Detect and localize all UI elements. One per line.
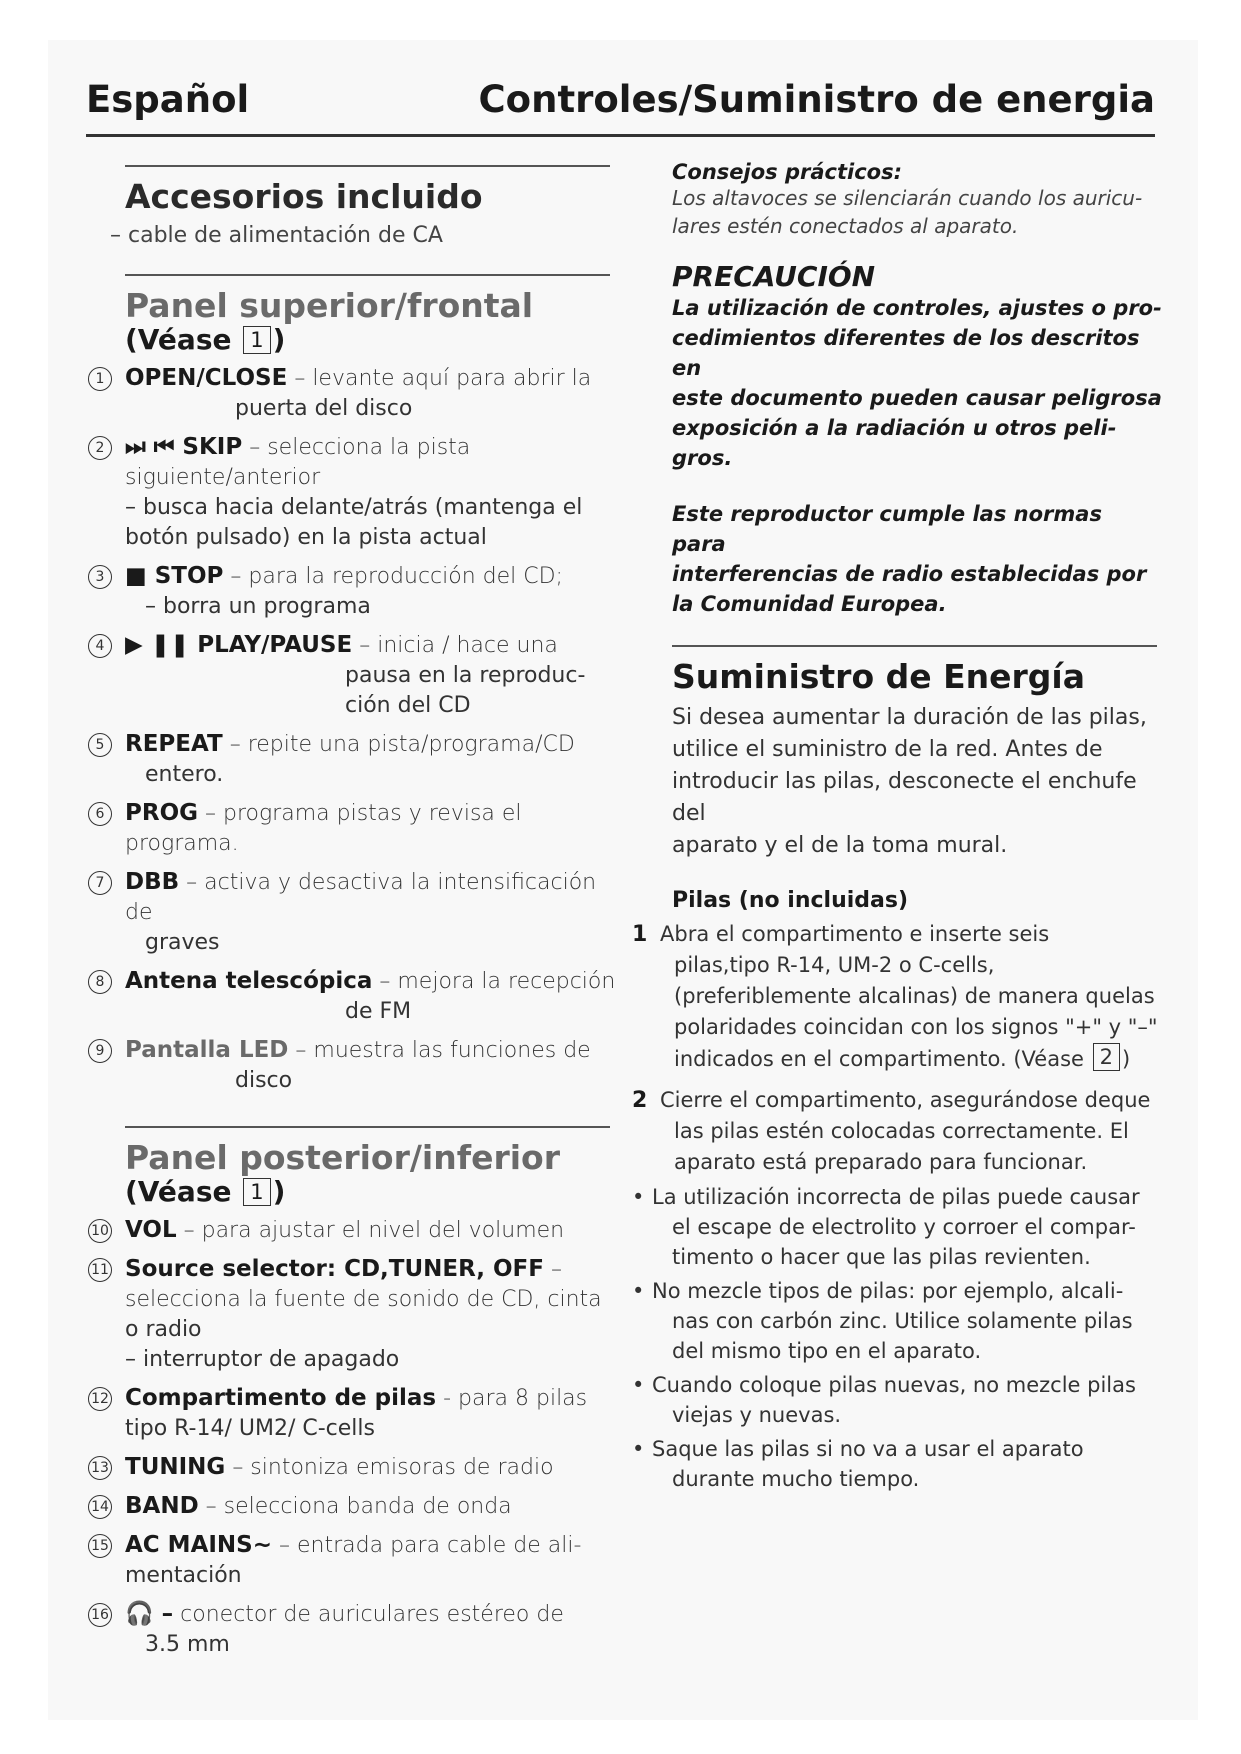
caution-line: este documento pueden causar peligrosa xyxy=(672,386,1162,410)
caution-body xyxy=(672,293,1162,473)
item-number: 13 xyxy=(88,1456,112,1480)
item-number: 10 xyxy=(88,1219,112,1243)
step-line: polaridades coincidan con los signos "+" y "–" xyxy=(674,1015,1158,1039)
header-rule xyxy=(86,134,1155,137)
item-number: 7 xyxy=(88,871,112,895)
control-description: – programa pistas y revisa el programa. xyxy=(125,801,522,857)
caution-title: PRECAUCIÓN xyxy=(672,260,876,293)
see-close: ) xyxy=(272,322,286,356)
tips-title: Consejos prácticos: xyxy=(672,160,902,184)
control-description: – entrada para cable de ali- xyxy=(279,1533,582,1559)
figure-ref: 1 xyxy=(243,326,270,354)
top-panel-list xyxy=(88,363,618,1096)
control-name: OPEN/CLOSE xyxy=(125,365,288,392)
list-item xyxy=(88,561,618,622)
control-name: AC MAINS~ xyxy=(125,1532,273,1559)
list-item xyxy=(88,798,618,859)
right-column xyxy=(632,160,1162,1494)
step-line: indicados en el compartimento. (Véase xyxy=(674,1047,1084,1071)
item-first-line xyxy=(125,966,618,997)
power-line: aparato y el de la toma mural. xyxy=(672,833,1008,858)
power-line: introducir las pilas, desconecte el enchufe del xyxy=(672,769,1137,826)
accessories-title: Accesorios incluido xyxy=(125,177,483,216)
step-1 xyxy=(632,919,1162,1075)
list-item xyxy=(88,1491,618,1522)
top-panel-see xyxy=(125,322,618,356)
warning-item xyxy=(632,1370,1162,1430)
item-first-line xyxy=(125,1452,618,1483)
warning-line: viejas y nuevas. xyxy=(672,1403,842,1427)
see-close: ) xyxy=(272,1174,286,1208)
control-description: – selecciona la pista siguiente/anterior xyxy=(125,435,471,491)
warning-line: • La utilización incorrecta de pilas puede causar xyxy=(652,1185,1140,1209)
see-label: (Véase xyxy=(125,322,232,356)
control-description: – borra un programa xyxy=(145,594,371,620)
control-name: REPEAT xyxy=(125,731,223,758)
list-item xyxy=(88,432,618,553)
item-first-line xyxy=(125,1254,618,1315)
caution-line: cedimientos diferentes de los descritos en xyxy=(672,326,1140,380)
item-first-line xyxy=(125,798,618,859)
eu-line: la Comunidad Europea. xyxy=(672,592,947,616)
step-line-ref xyxy=(660,1043,1162,1075)
figure-ref: 2 xyxy=(1093,1043,1120,1071)
item-first-line xyxy=(125,1215,618,1246)
control-description: o radio xyxy=(125,1317,202,1343)
item-first-line xyxy=(125,1530,618,1561)
item-number: 5 xyxy=(88,733,112,757)
power-title: Suministro de Energía xyxy=(672,657,1085,696)
section-rule xyxy=(125,274,610,276)
control-description: – selecciona banda de onda xyxy=(205,1494,512,1520)
power-line: Si desea aumentar la duración de las pilas, xyxy=(672,705,1147,730)
control-name: ▶ ❚❚ PLAY/PAUSE xyxy=(125,632,353,659)
step-line: (preferiblemente alcalinas) de manera quelas xyxy=(674,984,1155,1008)
control-name: Source selector xyxy=(125,1256,327,1283)
control-description: disco xyxy=(235,1068,293,1094)
power-body xyxy=(672,702,1162,862)
item-first-line xyxy=(125,561,618,592)
list-item xyxy=(88,1035,618,1096)
item-number: 11 xyxy=(88,1258,112,1282)
power-line: utilice el suministro de la red. Antes de xyxy=(672,737,1103,762)
control-description: entero. xyxy=(145,762,224,788)
left-column xyxy=(88,165,618,1660)
item-number: 1 xyxy=(88,367,112,391)
control-description: puerta del disco xyxy=(235,396,413,422)
item-first-line xyxy=(125,1383,618,1414)
caution-line: gros. xyxy=(672,446,733,470)
control-description: – levante aquí para abrir la xyxy=(294,366,592,392)
item-number: 4 xyxy=(88,634,112,658)
control-description: mentación xyxy=(125,1563,242,1589)
control-description: – sintoniza emisoras de radio xyxy=(232,1455,554,1481)
control-name: VOL xyxy=(125,1217,177,1244)
tips-line: Los altavoces se silenciarán cuando los auricu- xyxy=(672,186,1143,210)
control-description: – busca hacia delante/atrás (mantenga el xyxy=(125,495,583,521)
control-name: DBB xyxy=(125,869,180,896)
item-number: 9 xyxy=(88,1039,112,1063)
list-item xyxy=(88,363,618,424)
item-number: 3 xyxy=(88,565,112,589)
list-item xyxy=(88,1530,618,1591)
item-first-line xyxy=(125,1599,618,1630)
item-first-line xyxy=(125,867,618,928)
warning-line: durante mucho tiempo. xyxy=(672,1467,920,1491)
control-description: tipo R-14/ UM2/ C-cells xyxy=(125,1416,375,1442)
see-close: ) xyxy=(1122,1047,1131,1071)
warning-item xyxy=(632,1276,1162,1366)
control-description: graves xyxy=(145,930,220,956)
control-description: botón pulsado) en la pista actual xyxy=(125,525,487,551)
list-item xyxy=(88,1215,618,1246)
item-first-line xyxy=(125,432,618,493)
item-number: 2 xyxy=(88,436,112,460)
list-item xyxy=(88,630,618,721)
warning-line: • Cuando coloque pilas nuevas, no mezcle pilas xyxy=(652,1373,1136,1397)
item-number: 16 xyxy=(88,1603,112,1627)
step-number: 1 xyxy=(632,922,648,947)
control-description: – mejora la recepción xyxy=(379,969,616,995)
control-description: - para 8 pilas xyxy=(443,1386,588,1412)
item-number: 8 xyxy=(88,970,112,994)
rear-panel-list xyxy=(88,1215,618,1660)
batteries-title: Pilas (no incluidas) xyxy=(672,888,909,913)
item-first-line xyxy=(125,729,618,760)
control-name: BAND xyxy=(125,1493,199,1520)
step-line: Abra el compartimento e inserte seis xyxy=(660,922,1050,946)
language-heading: Español xyxy=(86,78,250,121)
list-item xyxy=(88,1452,618,1483)
control-description: de FM xyxy=(345,999,412,1025)
control-name: TUNING xyxy=(125,1454,226,1481)
control-description: conector de auriculares estéreo de xyxy=(180,1602,564,1628)
control-description: 3.5 mm xyxy=(145,1632,230,1658)
list-item xyxy=(88,729,618,790)
step-line: pilas,tipo R-14, UM-2 o C-cells, xyxy=(674,953,995,977)
warning-line: del mismo tipo en el aparato. xyxy=(672,1339,982,1363)
control-description: – para la reproducción del CD; xyxy=(230,564,563,590)
tips-body xyxy=(672,184,1162,240)
section-rule xyxy=(125,1126,610,1128)
list-item xyxy=(88,1599,618,1660)
item-number: 14 xyxy=(88,1495,112,1519)
step-2 xyxy=(632,1085,1162,1178)
eu-line: interferencias de radio establecidas por xyxy=(672,562,1147,586)
eu-compliance xyxy=(672,499,1162,619)
warning-line: • Saque las pilas si no va a usar el aparato xyxy=(652,1437,1084,1461)
item-first-line xyxy=(125,1035,618,1066)
warning-line: nas con carbón zinc. Utilice solamente pilas xyxy=(672,1309,1133,1333)
battery-warnings xyxy=(632,1182,1162,1494)
control-name: PROG xyxy=(125,800,198,827)
warning-line: el escape de electrolito y corroer el compar- xyxy=(672,1215,1136,1239)
warning-line: timento o hacer que las pilas revienten. xyxy=(672,1245,1091,1269)
control-description: – muestra las funciones de xyxy=(295,1038,591,1064)
list-item xyxy=(88,966,618,1027)
item-number: 12 xyxy=(88,1387,112,1411)
item-first-line xyxy=(125,1491,618,1522)
caution-line: exposición a la radiación u otros peli- xyxy=(672,416,1117,440)
control-description: – inicia / hace una xyxy=(359,633,558,659)
list-item xyxy=(88,867,618,958)
control-options: : CD,TUNER, OFF xyxy=(326,1256,544,1283)
control-description: – activa y desactiva la intensificación de xyxy=(125,870,597,926)
caution-line: La utilización de controles, ajustes o pro- xyxy=(672,296,1162,320)
rear-panel-title: Panel posterior/inferior xyxy=(125,1138,560,1178)
list-item xyxy=(88,1383,618,1444)
control-name: Pantalla LED xyxy=(125,1037,289,1064)
step-number: 2 xyxy=(632,1088,648,1113)
item-number: 15 xyxy=(88,1534,112,1558)
control-description: – selecciona la fuente de sonido de CD, cinta xyxy=(125,1257,602,1313)
control-description: – interruptor de apagado xyxy=(125,1347,400,1373)
step-line: aparato está preparado para funcionar. xyxy=(674,1150,1088,1174)
see-label: (Véase xyxy=(125,1174,232,1208)
rear-panel-see xyxy=(125,1174,618,1208)
control-description: – repite una pista/programa/CD xyxy=(229,732,575,758)
section-rule xyxy=(672,645,1157,647)
item-first-line xyxy=(125,630,618,661)
step-line: Cierre el compartimento, asegurándose deque xyxy=(660,1088,1151,1112)
item-first-line xyxy=(125,363,618,394)
control-name: Compartimento de pilas xyxy=(125,1385,437,1412)
accessories-item: – cable de alimentación de CA xyxy=(110,223,443,249)
page-title: Controles/Suministro de energia xyxy=(478,78,1155,121)
warning-line: • No mezcle tipos de pilas: por ejemplo, alcali- xyxy=(652,1279,1124,1303)
control-name: 🎧 – xyxy=(125,1601,174,1628)
top-panel-title: Panel superior/frontal xyxy=(125,286,534,326)
battery-steps xyxy=(632,919,1162,1494)
eu-line: Este reproductor cumple las normas para xyxy=(672,502,1102,556)
warning-item xyxy=(632,1182,1162,1272)
item-number: 6 xyxy=(88,802,112,826)
control-description: ción del CD xyxy=(345,693,471,719)
control-name: ⏭ ⏮ SKIP xyxy=(125,434,243,461)
step-line: las pilas estén colocadas correctamente. El xyxy=(674,1119,1129,1143)
control-description: – para ajustar el nivel del volumen xyxy=(183,1218,565,1244)
section-rule xyxy=(125,165,610,167)
figure-ref: 1 xyxy=(243,1178,270,1206)
control-name: Antena telescópica xyxy=(125,968,373,995)
tips-line: lares estén conectados al aparato. xyxy=(672,214,1019,238)
list-item xyxy=(88,1254,618,1375)
warning-item xyxy=(632,1434,1162,1494)
control-name: ■ STOP xyxy=(125,563,224,590)
control-description: pausa en la reproduc- xyxy=(345,663,586,689)
